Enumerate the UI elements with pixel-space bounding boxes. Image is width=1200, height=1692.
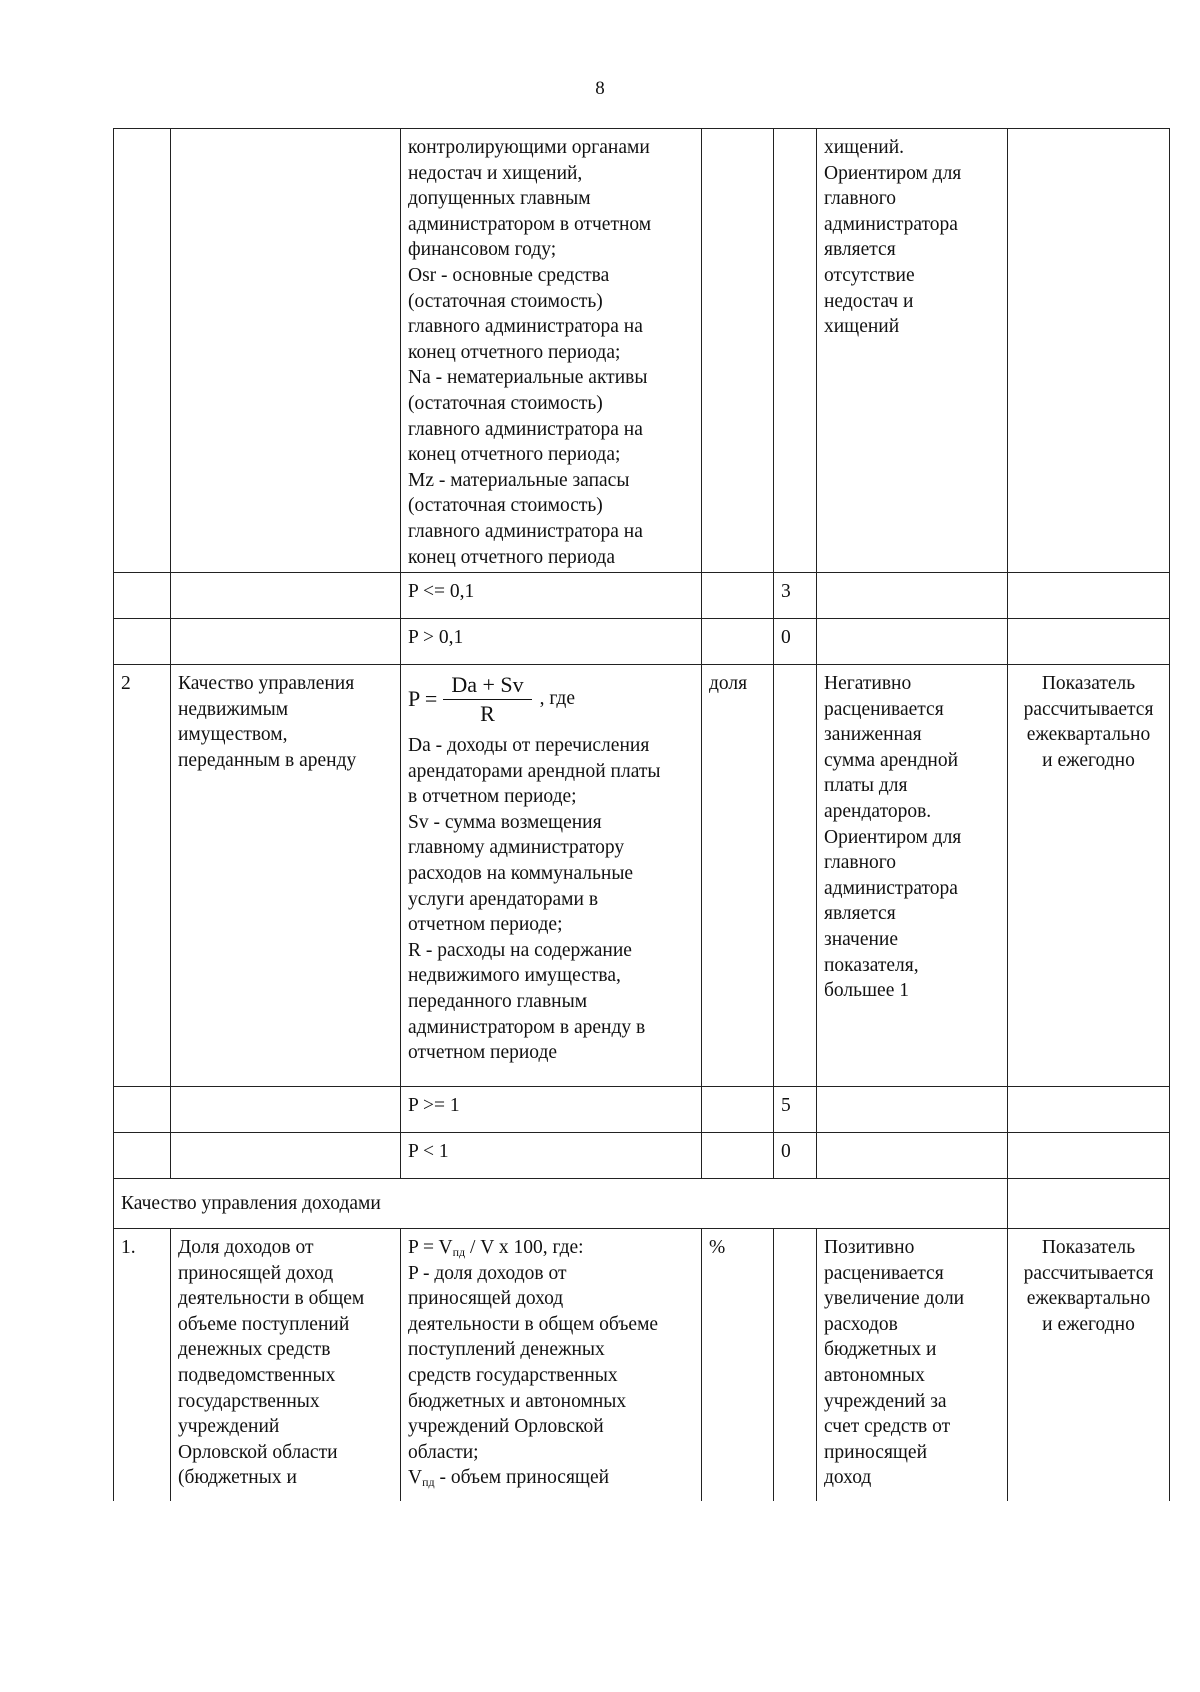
name-line: переданным в аренду [178,749,357,771]
number-cell [114,573,171,619]
formula-line: отчетном периоде [408,1042,558,1064]
formula-line: расходов на коммунальные [408,863,634,885]
formula-line: допущенных главным [408,188,591,210]
comment-line: платы для [824,775,908,797]
fraction [443,671,531,728]
unit-cell [702,619,774,665]
formula-line: поступлений денежных [408,1339,605,1361]
formula-cell [401,665,702,1087]
comment-line: заниженная [824,724,922,746]
formula-line: главного администратора на [408,316,643,338]
table-row [114,573,1170,619]
page-number: 8 [595,78,605,99]
comment-line: главного [824,852,897,874]
table-row [114,1179,1170,1229]
formula-line: главного администратора на [408,520,643,542]
formula-line [408,1465,694,1491]
formula-line: контролирующими органами [408,137,650,158]
fraction-numerator: Da + Sv [443,671,531,700]
comment-line: доход [824,1467,872,1489]
score-cell: 3 [774,573,817,619]
comment-line: является [824,239,896,261]
formula-line: (остаточная стоимость) [408,290,603,312]
comment-line: хищений [824,316,900,338]
formula-line: (остаточная стоимость) [408,392,603,414]
formula-subscript: пд [422,1475,435,1490]
name-line: деятельности в общем [178,1288,365,1310]
formula-line: бюджетных и автономных [408,1390,627,1412]
comment-cell [817,665,1008,1087]
name-line: приносящей доход [178,1262,334,1284]
name-cell [171,129,401,573]
formula-line: R - расходы на содержание [408,939,632,961]
comment-cell [817,1087,1008,1133]
formula-line: Osr - основные средства [408,264,610,286]
comment-cell [817,573,1008,619]
name-line: государственных [178,1390,320,1412]
formula-line: услуги арендаторами в [408,888,599,910]
indicator-table [113,128,1170,1501]
formula-line: деятельности в общем объеме [408,1313,659,1335]
unit-cell [702,573,774,619]
formula-line: Mz - материальные запасы [408,469,630,491]
table-row [114,1133,1170,1179]
score-cell [774,665,817,1087]
note-cell [1008,665,1170,1087]
name-cell [171,1229,401,1501]
condition-cell: P > 0,1 [401,619,702,665]
comment-line: главного [824,188,897,210]
note-line: рассчитывается [1023,1262,1154,1284]
formula-line: финансовом году; [408,239,557,261]
comment-line: большее 1 [824,980,909,1002]
formula-line: главному администратору [408,837,625,859]
comment-line: является [824,903,896,925]
comment-line: сумма арендной [824,749,959,771]
comment-line: Позитивно [824,1237,915,1259]
note-cell [1008,1229,1170,1501]
formula-line: Da - доходы от перечисления [408,735,650,757]
fraction-denominator: R [480,700,495,726]
formula-line: недвижимого имущества, [408,965,621,987]
number-cell: 2 [114,665,171,1087]
formula-cell [401,1229,702,1501]
unit-cell: % [702,1229,774,1501]
comment-line: администратора [824,877,958,899]
name-cell [171,619,401,665]
comment-cell [817,129,1008,573]
formula-line: учреждений Орловской [408,1416,604,1438]
formula-text: P = V [408,1237,453,1259]
formula-text: / V x 100, где: [465,1237,584,1259]
formula-line: недостач и хищений, [408,162,583,184]
formula-line: Na - нематериальные активы [408,367,648,389]
formula-text: V [408,1467,423,1489]
comment-cell [817,1133,1008,1179]
formula-subscript: пд [452,1245,466,1260]
note-line: рассчитывается [1023,698,1154,720]
name-line: Доля доходов от [178,1237,314,1259]
note-line: и ежегодно [1042,1313,1135,1335]
comment-line: расходов [824,1313,898,1335]
formula-line: конец отчетного периода; [408,341,621,363]
formula-line: (остаточная стоимость) [408,495,603,517]
note-cell [1008,1087,1170,1133]
comment-line: счет средств от [824,1416,951,1438]
number-cell [114,129,171,573]
note-line: ежеквартально [1026,724,1151,746]
unit-cell [702,1133,774,1179]
formula-line: конец отчетного периода; [408,444,621,466]
formula-line: в отчетном периоде; [408,786,577,808]
score-cell [774,1229,817,1501]
unit-cell [702,1087,774,1133]
note-line: Показатель [1041,673,1136,695]
comment-line: показателя, [824,954,919,976]
fraction-formula [408,671,694,727]
score-cell: 0 [774,1133,817,1179]
note-cell [1008,1133,1170,1179]
formula-line: P - доля доходов от [408,1262,567,1284]
number-cell [114,1133,171,1179]
score-cell: 0 [774,619,817,665]
score-cell: 5 [774,1087,817,1133]
formula-line [408,1235,694,1261]
formula-line: области; [408,1441,479,1463]
formula-line: средств государственных [408,1365,618,1387]
formula-line: приносящей доход [408,1288,564,1310]
formula-line: арендаторами арендной платы [408,760,661,782]
formula-line: администратором в аренду в [408,1016,646,1038]
condition-cell: P >= 1 [401,1087,702,1133]
comment-line: значение [824,929,899,951]
comment-cell [817,619,1008,665]
name-line: денежных средств [178,1339,331,1361]
comment-line: хищений. [824,137,905,158]
table-row [114,665,1170,1087]
formula-line: главного администратора на [408,418,643,440]
name-line: недвижимым [178,698,289,720]
comment-line: учреждений за [824,1390,947,1412]
name-line: объеме поступлений [178,1313,350,1335]
comment-line: расценивается [824,698,944,720]
number-cell [114,619,171,665]
name-line: Качество управления [178,673,355,695]
comment-line: увеличение доли [824,1288,965,1310]
comment-line: администратора [824,213,958,235]
note-line: Показатель [1041,1237,1136,1259]
table-row [114,129,1170,573]
comment-line: Ориентиром для [824,826,962,848]
note-line: ежеквартально [1026,1288,1151,1310]
formula-text: - объем приносящей [434,1467,610,1489]
score-cell [774,129,817,573]
name-cell [171,665,401,1087]
unit-cell: доля [702,665,774,1087]
comment-line: Ориентиром для [824,162,962,184]
table-row [114,619,1170,665]
comment-line: арендаторов. [824,801,932,823]
name-line: Орловской области [178,1441,338,1463]
comment-line: автономных [824,1365,925,1387]
comment-cell [817,1229,1008,1501]
number-cell: 1. [114,1229,171,1501]
note-line: и ежегодно [1042,749,1135,771]
comment-line: приносящей [824,1441,928,1463]
unit-cell [702,129,774,573]
formula-lhs: P = [408,686,438,712]
condition-cell: P <= 0,1 [401,573,702,619]
note-cell [1008,129,1170,573]
comment-line: отсутствие [824,264,915,286]
comment-line: бюджетных и [824,1339,937,1361]
note-cell [1008,1179,1170,1229]
formula-tail: , где [539,688,575,710]
formula-line: конец отчетного периода [408,546,615,568]
condition-cell: P < 1 [401,1133,702,1179]
table-row [114,1229,1170,1501]
formula-line: администратором в отчетном [408,213,652,235]
name-line: подведомственных [178,1365,336,1387]
name-line: имуществом, [178,724,288,746]
number-cell [114,1087,171,1133]
note-cell [1008,573,1170,619]
name-cell [171,573,401,619]
section-title: Качество управления доходами [114,1179,1008,1229]
note-cell [1008,619,1170,665]
table-row [114,1087,1170,1133]
formula-line: переданного главным [408,991,588,1013]
name-cell [171,1087,401,1133]
formula-cell [401,129,702,573]
comment-line: расценивается [824,1262,944,1284]
name-line: (бюджетных и [178,1467,297,1489]
comment-line: Негативно [824,673,912,695]
formula-line: Sv - сумма возмещения [408,811,602,833]
formula-line: отчетном периоде; [408,914,563,936]
comment-line: недостач и [824,290,914,312]
name-cell [171,1133,401,1179]
name-line: учреждений [178,1416,280,1438]
